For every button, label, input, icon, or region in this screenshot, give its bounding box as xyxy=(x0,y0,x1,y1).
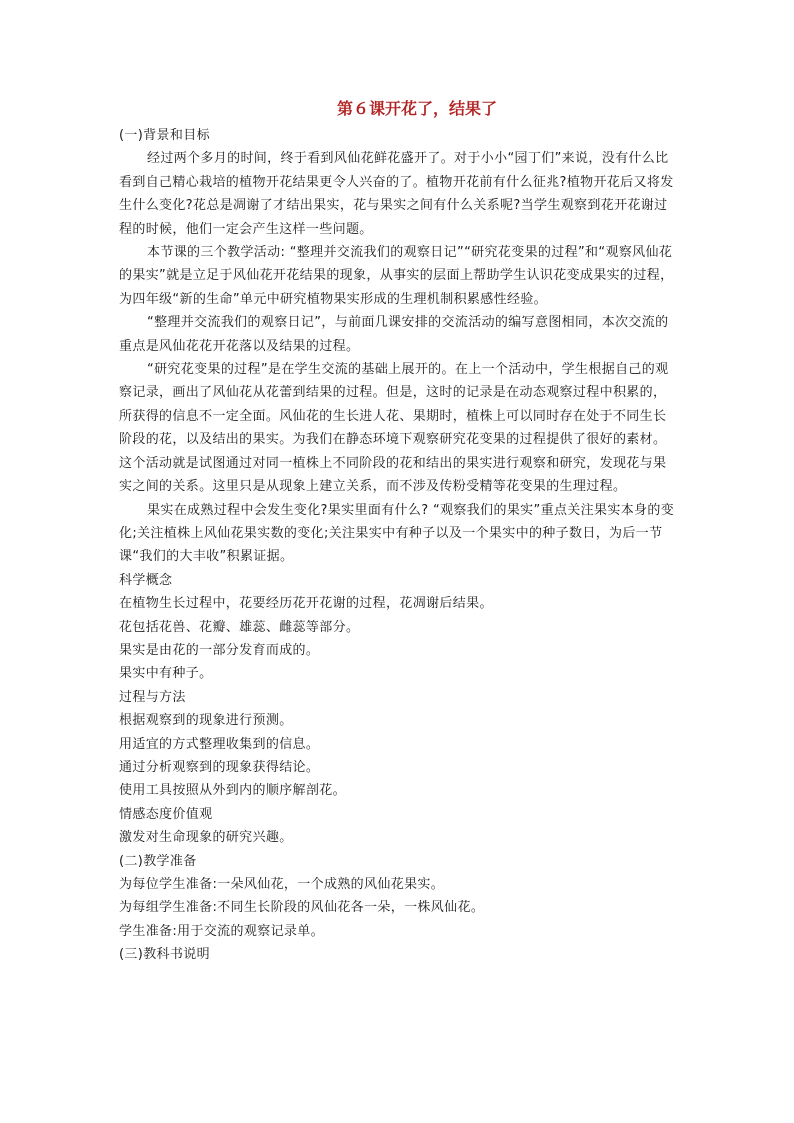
concept-line: 在植物生长过程中，花要经历花开花谢的过程，花凋谢后结果。 xyxy=(119,596,493,612)
section-heading-background: (一)背景和目标 xyxy=(119,128,210,143)
section-heading-preparation: (二)教学准备 xyxy=(119,853,197,869)
concept-line: 果实是由花的一部分发育而成的。 xyxy=(119,642,320,658)
paragraph-intro: 经过两个多月的时间，终于看到风仙花鲜花盛开了。对于小小“园丁们”来说，没有什么比看到自己精心栽培的植物开花结果更令人兴奋的了。植物开花前有什么征兆?植物开花后又将发生什么变化?花总是凋谢了才结出果实，花与果实之间有什么关系呢?当学生观察到花开花谢过程的时候，他们一定会产生这样一些问题。 xyxy=(119,151,674,237)
attitude-line: 激发对生命现象的研究兴趣。 xyxy=(119,830,293,846)
prep-line: 学生准备:用于交流的观察记录单。 xyxy=(119,923,324,939)
document-body xyxy=(119,124,675,967)
method-line: 使用工具按照从外到内的顺序解剖花。 xyxy=(119,783,346,799)
section-heading-textbook: (三)教科书说明 xyxy=(119,947,210,963)
method-line: 通过分析观察到的现象获得结论。 xyxy=(119,759,320,775)
method-line: 根据观察到的现象进行预测。 xyxy=(119,713,293,729)
paragraph-flower-to-fruit: “研究花变果的过程”是在学生交流的基础上展开的。在上一个活动中，学生根据自己的观察记录，画出了风仙花从花蕾到结果的过程。但是，这时的记录是在动态观察过程中积累的，所获得的信息不一定全面。风仙花的生长进人花、果期时，植株上可以同时存在处于不同生长阶段的花，以及结出的果实。为我们在静态环境下观察研究花变果的过程提供了很好的素材。这个活动就是试图通过对同一植株上不同阶段的花和结出的果实进行观察和研究，发现花与果实之间的关系。这里只是从现象上建立关系，而不涉及传粉受精等花变果的生理过程。 xyxy=(119,362,669,495)
concept-line: 花包括花兽、花瓣、雄蕊、雌蕊等部分。 xyxy=(119,619,360,635)
subheading-attitude: 情感态度价值观 xyxy=(119,806,213,822)
paragraph-diary: “整理并交流我们的观察日记”，与前面几课安排的交流活动的编写意图相同，本次交流的重点是风仙花花开花落以及结果的过程。 xyxy=(119,315,669,354)
paragraph-fruit: 果实在成熟过程中会发生变化?果实里面有什么? “观察我们的果实”重点关注果实本身的变化;关注植株上风仙花果实数的变化;关注果实中有种子以及一个果实中的种子数日，为后一节课“我们的大丰收”积累证据。 xyxy=(119,502,675,565)
prep-line: 为每组学生准备:不同生长阶段的风仙花各一朵，一株风仙花。 xyxy=(119,900,485,916)
prep-line: 为每位学生准备:一朵风仙花，一个成熟的风仙花果实。 xyxy=(119,877,445,892)
paragraph-activities: 本节课的三个教学活动: “整理并交流我们的观察日记”“研究花变果的过程”和“观察风仙花的果实”就是立足于风仙花开花结果的现象，从事实的层面上帮助学生认识花变成果实的过程，为四年级“新的生命”单元中研究植物果实形成的生理机制积累感性经验。 xyxy=(119,245,674,307)
subheading-science-concept: 科学概念 xyxy=(119,572,173,588)
subheading-process-method: 过程与方法 xyxy=(119,689,186,705)
concept-line: 果实中有种子。 xyxy=(119,666,213,682)
method-line: 用适宜的方式整理收集到的信息。 xyxy=(119,736,320,752)
lesson-title: 第６课开花了，结果了 xyxy=(336,99,497,118)
